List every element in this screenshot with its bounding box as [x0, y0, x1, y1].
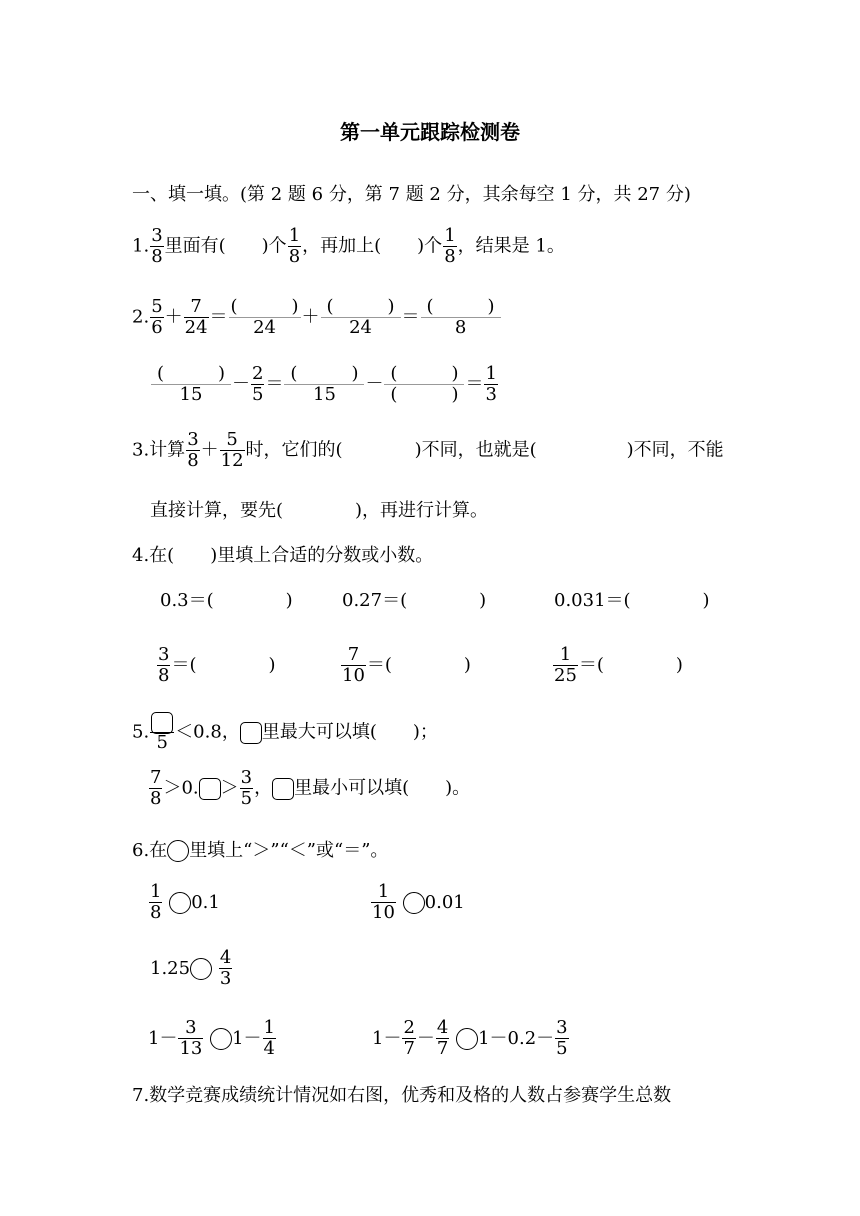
q2-row2-fraction-5: $\frac{1}{3}$: [485, 363, 497, 405]
q2-row2-equals-2: ＝: [465, 373, 484, 395]
q6-prefix: 6.在: [132, 840, 168, 861]
q5-fraction-2: $\frac{3}{5}$: [240, 767, 253, 809]
q2-row2-minus-1: －: [232, 373, 250, 395]
q6-item-2: [370, 882, 465, 923]
q2-plus-1: ＋: [164, 306, 183, 328]
q6-item-5-prefix: 1－: [372, 1027, 402, 1049]
q6-item-4-circle[interactable]: [210, 1028, 232, 1050]
q2-fraction-3: $\frac{( )}{24}$: [230, 296, 299, 338]
q4-fraction-3: $\frac{1}{25}$: [554, 644, 577, 686]
q2-row2-fraction-2: $\frac{2}{5}$: [252, 363, 264, 405]
q2-row2-fraction-1: $\frac{( )}{15}$: [151, 364, 231, 405]
q2-plus-2: ＋: [301, 306, 320, 328]
page-title: 第一单元跟踪检测卷: [340, 120, 520, 144]
q1-fraction-1: $\frac{3}{8}$: [151, 225, 163, 267]
q1-text-2: ，再加上( )个: [302, 235, 443, 257]
q6-item-5-circle[interactable]: [456, 1028, 478, 1050]
q5-text-1: ＜0.8，: [175, 721, 240, 743]
q5-text-5: 里最小可以填( )。: [294, 777, 471, 799]
q3-fraction-2: $\frac{5}{12}$: [220, 429, 244, 471]
q2-fraction-4: $\frac{( )}{24}$: [321, 297, 401, 338]
q3-text: 时，它们的( )不同，也就是( )不同，不能: [245, 439, 724, 461]
q5-blank-box-3: [199, 778, 221, 800]
q5-blank-box-4: [272, 778, 294, 800]
q5-text-2: 里最大可以填( )；: [261, 721, 438, 743]
q6-item-2-value: 0.01: [424, 891, 465, 913]
q4-fraction-2: $\frac{7}{10}$: [342, 644, 365, 686]
q6-circle-icon: [167, 840, 189, 862]
q5-comma: ，: [254, 777, 273, 799]
q1-text-1: 里面有( )个: [164, 235, 287, 257]
q4-item-5: [340, 645, 471, 686]
q6-item-4-fraction-1: $\frac{3}{13}$: [179, 1017, 203, 1059]
q6-item-5-minus: －: [416, 1027, 435, 1049]
q6-item-2-fraction: $\frac{1}{10}$: [372, 881, 395, 923]
q6-item-1-circle[interactable]: [169, 892, 191, 914]
question-3-row-2: 直接计算，要先( )，再进行计算。: [150, 500, 489, 521]
q6-item-5-mid: 1－0.2－: [478, 1027, 555, 1049]
q2-fraction-5: $\frac{( )}{8}$: [421, 297, 501, 338]
question-6: [132, 840, 388, 862]
q3-fraction-1: $\frac{3}{8}$: [187, 429, 199, 471]
q6-item-1-value: 0.1: [191, 891, 220, 913]
q3-plus: ＋: [200, 439, 219, 461]
q6-text: 里填上“＞”“＜”或“＝”。: [189, 840, 389, 861]
q1-number: 1.: [132, 235, 150, 257]
q4-item-6: [552, 645, 683, 686]
q2-row2-fraction-4: $\frac{( )}{( )}$: [384, 364, 464, 405]
q6-item-3: [150, 948, 233, 989]
question-1: [132, 226, 565, 267]
q3-prefix: 3.计算: [132, 439, 186, 461]
question-3-row-1: [132, 430, 724, 471]
q4-item-1: 0.3＝( ): [160, 590, 293, 611]
q6-item-5-fraction-1: $\frac{2}{7}$: [403, 1017, 415, 1059]
q6-item-5: [372, 1018, 570, 1059]
q4-item-4-blank: ＝( ): [171, 654, 276, 676]
question-2-row-1: [132, 297, 502, 338]
q6-item-1: [148, 882, 220, 923]
q4-fraction-1: $\frac{3}{8}$: [158, 644, 170, 686]
q2-row2-minus-2: －: [365, 373, 384, 395]
q6-item-1-fraction: $\frac{1}{8}$: [150, 881, 162, 923]
q5-number: 5.: [132, 721, 150, 743]
q5-text-4: ＞: [220, 777, 239, 799]
q4-item-3: 0.031＝( ): [554, 590, 710, 611]
question-5-row-1: [132, 712, 438, 753]
q6-item-5-fraction-3: $\frac{3}{5}$: [556, 1017, 568, 1059]
q2-fraction-2: $\frac{7}{24}$: [184, 296, 208, 338]
q6-item-5-fraction-2: $\frac{4}{7}$: [436, 1017, 449, 1059]
question-7: 7.数学竞赛成绩统计情况如右图，优秀和及格的人数占参赛学生总数: [132, 1085, 672, 1106]
q6-item-4-mid: 1－: [232, 1027, 262, 1049]
q1-fraction-3: $\frac{1}{8}$: [444, 225, 456, 267]
q1-text-3: ，结果是 1。: [457, 235, 565, 257]
q2-fraction-1: $\frac{5}{6}$: [151, 296, 163, 338]
question-5-row-2: [148, 768, 470, 809]
q5-blank-box-1: [151, 712, 173, 734]
q6-item-4-prefix: 1－: [148, 1027, 178, 1049]
q5-blank-box-2: [240, 722, 262, 744]
question-4: 4.在( )里填上合适的分数或小数。: [132, 545, 434, 566]
q6-item-3-value: 1.25: [150, 957, 191, 979]
q2-row2-equals-1: ＝: [265, 373, 284, 395]
q5-text-3: ＞0.: [163, 777, 199, 799]
q5-fraction-1: $\frac{7}{8}$: [150, 767, 162, 809]
q1-fraction-2: $\frac{1}{8}$: [288, 225, 301, 267]
q6-item-2-circle[interactable]: [403, 892, 425, 914]
q2-equals-1: ＝: [209, 306, 228, 328]
q6-item-4: [148, 1018, 277, 1059]
q6-item-3-fraction: $\frac{4}{3}$: [219, 947, 232, 989]
q2-equals-2: ＝: [401, 306, 420, 328]
q6-item-4-fraction-2: $\frac{1}{4}$: [263, 1017, 275, 1059]
q2-row2-fraction-3: $\frac{( )}{15}$: [284, 364, 364, 405]
q4-item-2: 0.27＝( ): [342, 590, 487, 611]
q5-fraction-box: 5: [150, 712, 174, 753]
q6-item-3-circle[interactable]: [190, 958, 212, 980]
q4-item-5-blank: ＝( ): [366, 654, 471, 676]
q4-item-4: [156, 645, 276, 686]
question-2-row-2: [150, 364, 499, 405]
section-heading: 一、填一填。(第 2 题 6 分，第 7 题 2 分，其余每空 1 分，共 27 分): [132, 184, 691, 205]
q2-number: 2.: [132, 306, 150, 328]
q4-item-6-blank: ＝( ): [578, 654, 683, 676]
